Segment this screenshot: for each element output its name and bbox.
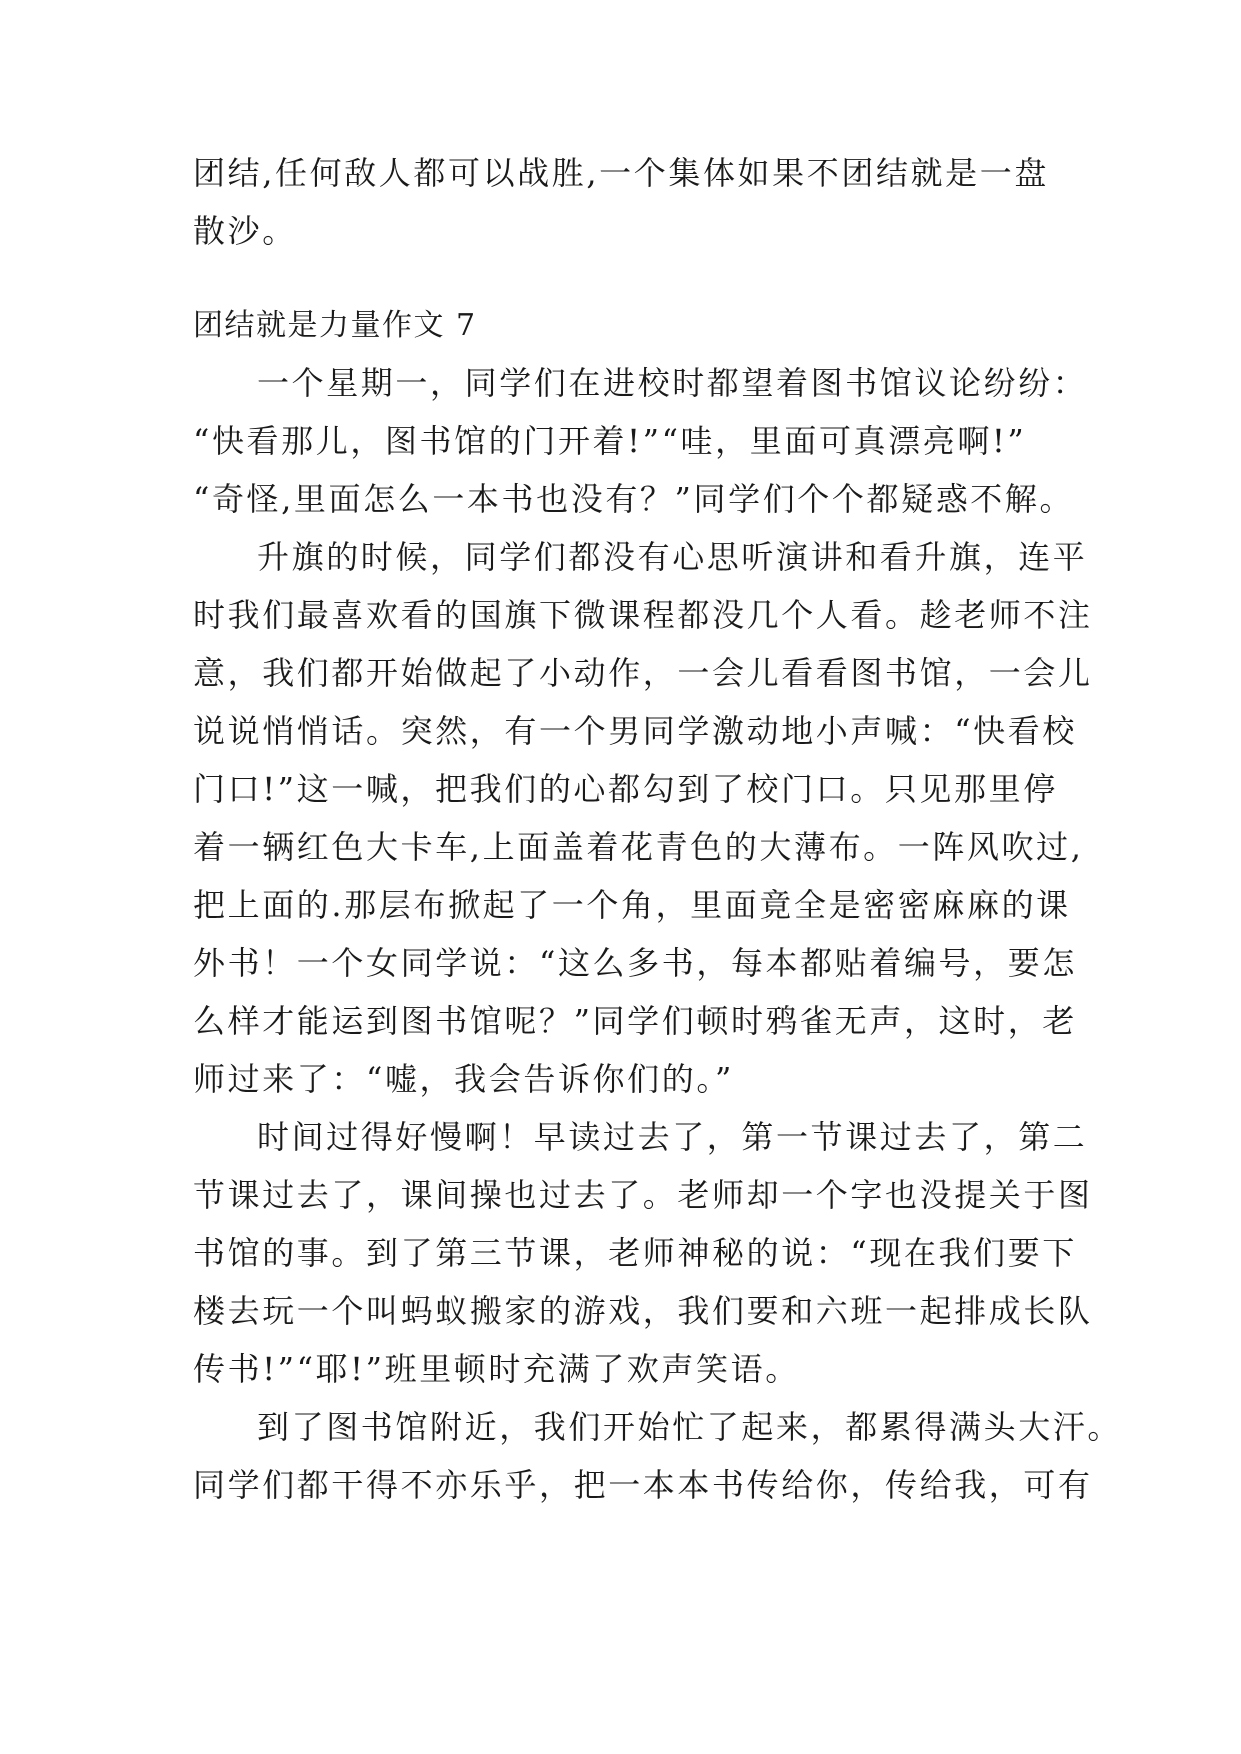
text-line: 门口!”这一喊，把我们的心都勾到了校门口。只见那里停 <box>193 770 1058 808</box>
text-line: 团结,任何敌人都可以战胜,一个集体如果不团结就是一盘 <box>193 154 1049 192</box>
paragraph <box>193 1398 1123 1514</box>
text-line: 着一辆红色大卡车,上面盖着花青色的大薄布。一阵风吹过, <box>193 828 1084 866</box>
section-title: 团结就是力量作文 7 <box>193 308 477 343</box>
text-line: 楼去玩一个叫蚂蚁搬家的游戏，我们要和六班一起排成长队 <box>193 1292 1093 1330</box>
paragraph <box>193 1108 1093 1398</box>
text-line: 说说悄悄话。突然，有一个男同学激动地小声喊：“快看校 <box>193 712 1077 750</box>
text-line: 到了图书馆附近，我们开始忙了起来，都累得满头大汗。 <box>257 1408 1123 1446</box>
text-line: 散沙。 <box>193 212 297 250</box>
text-line: 书馆的事。到了第三节课，老师神秘的说：“现在我们要下 <box>193 1234 1077 1272</box>
section-heading-block <box>193 297 1053 355</box>
text-line: 时间过得好慢啊！早读过去了，第一节课过去了，第二 <box>257 1118 1088 1156</box>
paragraph <box>193 528 1093 1108</box>
text-line: 外书！一个女同学说：“这么多书，每本都贴着编号，要怎 <box>193 944 1077 982</box>
text-line: 师过来了：“嘘，我会告诉你们的。” <box>193 1060 734 1098</box>
paragraph <box>193 354 1088 528</box>
text-line: 同学们都干得不亦乐乎，把一本本书传给你，传给我，可有 <box>193 1466 1093 1504</box>
text-line: 么样才能运到图书馆呢？”同学们顿时鸦雀无声，这时，老 <box>193 1002 1077 1040</box>
text-line: 传书!”“耶!”班里顿时充满了欢声笑语。 <box>193 1350 800 1388</box>
intro-block <box>193 144 1053 260</box>
text-line: 时我们最喜欢看的国旗下微课程都没几个人看。趁老师不注 <box>193 596 1093 634</box>
text-line: 节课过去了，课间操也过去了。老师却一个字也没提关于图 <box>193 1176 1093 1214</box>
text-line: “快看那儿，图书馆的门开着!”“哇，里面可真漂亮啊!” <box>193 422 1027 460</box>
text-line: “奇怪,里面怎么一本书也没有？”同学们个个都疑惑不解。 <box>193 480 1075 518</box>
essay-body <box>193 354 1123 1514</box>
text-line: 意，我们都开始做起了小动作，一会儿看看图书馆，一会儿 <box>193 654 1093 692</box>
text-line: 把上面的.那层布掀起了一个角，里面竟全是密密麻麻的课 <box>193 886 1071 924</box>
text-line: 一个星期一，同学们在进校时都望着图书馆议论纷纷： <box>257 364 1088 402</box>
text-line: 升旗的时候，同学们都没有心思听演讲和看升旗，连平 <box>257 538 1088 576</box>
